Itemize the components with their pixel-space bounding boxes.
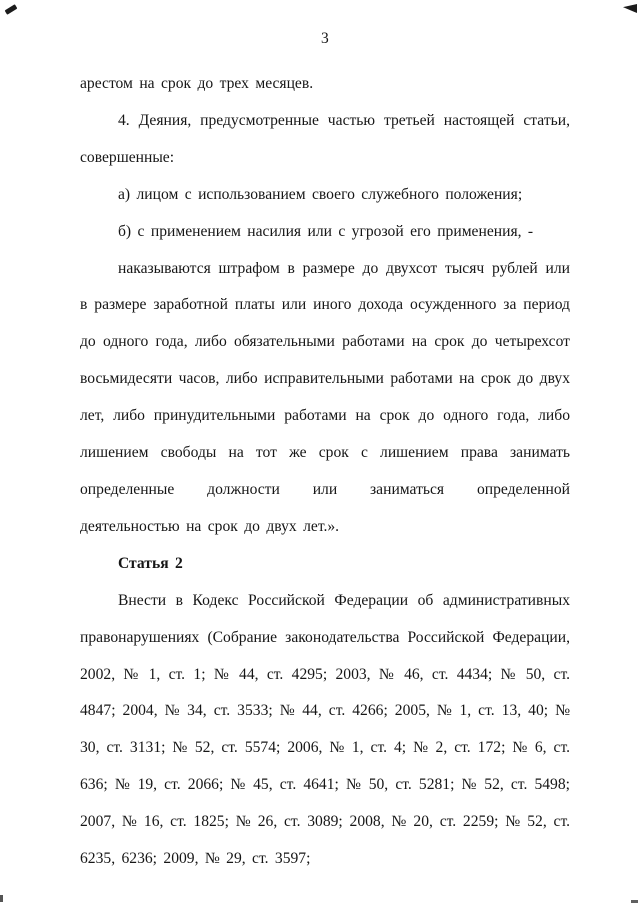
- scan-artifact-bottom-right: [631, 900, 638, 903]
- paragraph-item-a: а) лицом с использованием своего служебного положения;: [118, 185, 523, 203]
- scan-artifact-top-left: [5, 4, 18, 15]
- paragraph-continuation: арестом на срок до трех месяцев.: [80, 75, 314, 92]
- article-2-heading: Статья 2: [118, 554, 183, 572]
- document-body: [80, 66, 570, 878]
- paragraph-sanctions: наказываются штрафом в размере до двухсот тысяч рублей или в размере заработной платы или иного дохода осужденного за период до одного года, либо обязательными работами на срок до четырехсот восьмидесяти часов, либо исправительными работами на срок до двух лет, либо принудительными работами на срок до одного года, либо лишением свободы на тот же срок с лишением права занимать определенные должности или заниматься определенной деятельностью на срок до двух лет.».: [80, 259, 570, 535]
- paragraph-item-b: б) с применением насилия или с угрозой его применения, -: [118, 222, 534, 240]
- page-number: 3: [321, 30, 329, 47]
- scan-artifact-bottom-left: [0, 895, 3, 902]
- paragraph-article-2-body: Внести в Кодекс Российской Федерации об административных правонарушениях (Собрание законодательства Российской Федерации, 2002, № 1, ст. 1; № 44, ст. 4295; 2003, № 46, ст. 4434; № 50, ст. 4847; 2004, № 34, ст. 3533; № 44, ст. 4266; 2005, № 1, ст. 13, 40; № 30, ст. 3131; № 52, ст. 5574; 2006, № 1, ст. 4; № 2, ст. 172; № 6, ст. 636; № 19, ст. 2066; № 45, ст. 4641; № 50, ст. 5281; № 52, ст. 5498; 2007, № 16, ст. 1825; № 26, ст. 3089; 2008, № 20, ст. 2259; № 52, ст. 6235, 6236; 2009, № 29, ст. 3597;: [80, 591, 570, 868]
- scan-artifact-top-right: [623, 4, 637, 13]
- paragraph-clause-4: 4. Деяния, предусмотренные частью третьей настоящей статьи, совершенные:: [80, 111, 570, 166]
